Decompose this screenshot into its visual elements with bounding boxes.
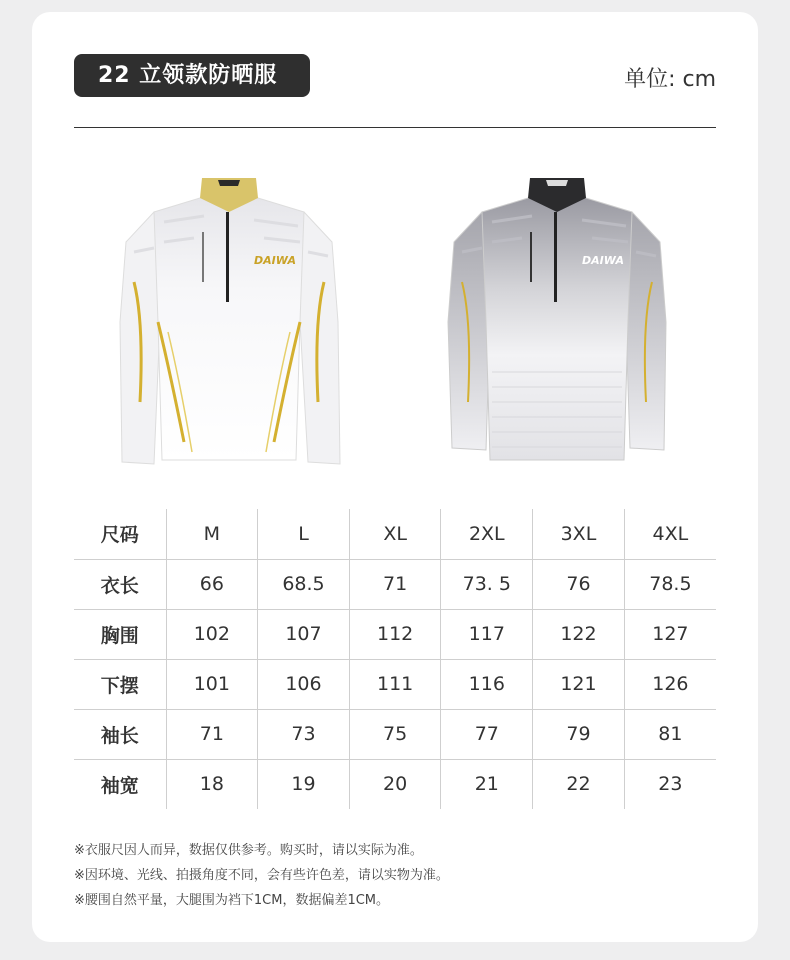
- table-cell: 126: [624, 659, 716, 709]
- table-cell: 73. 5: [441, 559, 533, 609]
- row-label: 袖长: [100, 724, 139, 747]
- note-line: ※衣服尺因人而异，数据仅供参考。购买时，请以实际为准。: [74, 843, 423, 858]
- table-cell: 106: [258, 659, 350, 709]
- row-label: 衣长: [100, 574, 139, 597]
- table-cell: 68.5: [258, 559, 350, 609]
- table-cell: 71: [166, 709, 258, 759]
- table-header-row: [74, 509, 716, 559]
- row-label: 胸围: [100, 624, 139, 647]
- table-cell: 127: [624, 609, 716, 659]
- table-cell: 107: [258, 609, 350, 659]
- table-cell: 75: [349, 709, 441, 759]
- table-cell: 23: [624, 759, 716, 809]
- unit-label: 单位: cm: [624, 67, 716, 92]
- table-header-cell: 4XL: [624, 509, 716, 559]
- table-cell: 78.5: [624, 559, 716, 609]
- table-row: [74, 609, 716, 659]
- size-chart-card: [32, 12, 758, 942]
- white-shirt-image: [114, 172, 344, 472]
- table-cell: 77: [441, 709, 533, 759]
- table-cell: 71: [349, 559, 441, 609]
- table-cell: 79: [533, 709, 625, 759]
- table-cell: 81: [624, 709, 716, 759]
- notes: [74, 838, 449, 913]
- table-header-cell: M: [166, 509, 258, 559]
- table-cell: 111: [349, 659, 441, 709]
- table-row: [74, 559, 716, 609]
- note-line: ※因环境、光线、拍摄角度不同，会有些许色差，请以实物为准。: [74, 868, 449, 883]
- table-cell: 116: [441, 659, 533, 709]
- table-cell: 112: [349, 609, 441, 659]
- table-cell: 22: [533, 759, 625, 809]
- table-header-cell: 尺码: [100, 524, 139, 547]
- table-cell: 122: [533, 609, 625, 659]
- collar-logo-icon: [218, 180, 240, 186]
- table-header-cell: L: [258, 509, 350, 559]
- collar-logo-icon: [546, 180, 568, 186]
- table-header-cell: 2XL: [441, 509, 533, 559]
- divider: [74, 127, 716, 128]
- table-cell: 18: [166, 759, 258, 809]
- product-title: 22 立领款防晒服: [74, 54, 310, 97]
- logo-icon: DAIWA: [582, 254, 624, 267]
- size-table: [74, 509, 716, 809]
- table-cell: 117: [441, 609, 533, 659]
- table-cell: 66: [166, 559, 258, 609]
- table-cell: 20: [349, 759, 441, 809]
- table-cell: 73: [258, 709, 350, 759]
- table-cell: 76: [533, 559, 625, 609]
- table-cell: 102: [166, 609, 258, 659]
- table-header-cell: 3XL: [533, 509, 625, 559]
- table-cell: 21: [441, 759, 533, 809]
- row-label: 袖宽: [100, 774, 139, 797]
- table-row: [74, 709, 716, 759]
- table-row: [74, 759, 716, 809]
- gray-shirt-image: [442, 172, 672, 472]
- note-line: ※腰围自然平量，大腿围为裆下1CM，数据偏差1CM。: [74, 893, 390, 908]
- table-row: [74, 659, 716, 709]
- table-header-cell: XL: [349, 509, 441, 559]
- table-cell: 121: [533, 659, 625, 709]
- row-label: 下摆: [100, 674, 139, 697]
- logo-icon: DAIWA: [254, 254, 296, 267]
- table-cell: 19: [258, 759, 350, 809]
- table-cell: 101: [166, 659, 258, 709]
